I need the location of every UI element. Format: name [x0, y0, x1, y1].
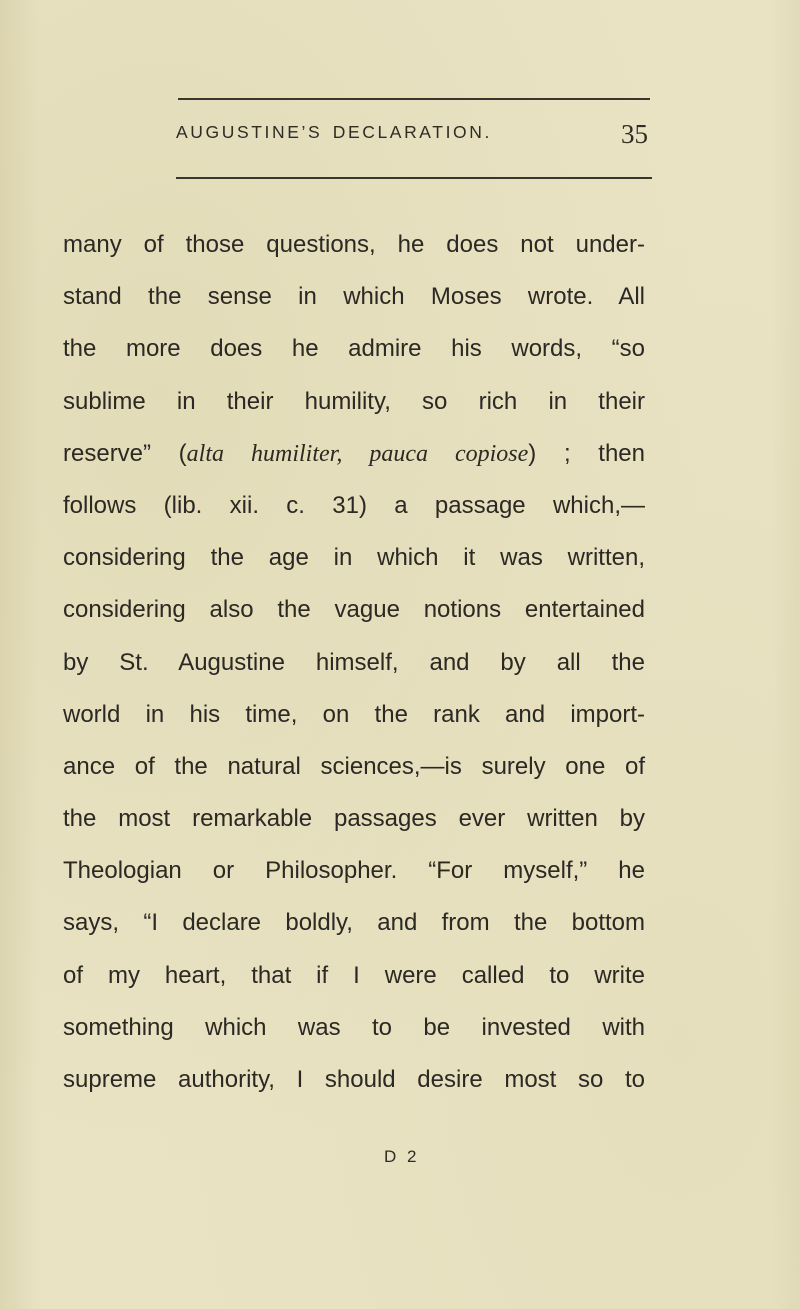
text-line-13: Theologian or Philosopher. “For myself,” he — [63, 857, 645, 885]
text-line-17: supreme authority, I should desire most so to — [63, 1066, 645, 1093]
text-line-2: stand the sense in which Moses wrote. All — [63, 283, 645, 311]
text-line-11: ance of the natural sciences,—is surely one of — [63, 752, 645, 780]
text-line-7: considering the age in which it was written, — [63, 544, 645, 572]
text-line-5 — [63, 428, 645, 480]
running-head — [176, 117, 652, 153]
body-text — [63, 219, 645, 1106]
text-line-3: the more does he admire his words, “so — [63, 335, 645, 363]
running-title: AUGUSTINE’S DECLARATION. — [176, 122, 492, 142]
text-line-15: of my heart, that if I were called to write — [63, 961, 645, 989]
signature-mark: D 2 — [384, 1147, 420, 1166]
text-line-8: considering also the vague notions entertained — [63, 596, 645, 624]
text-line-4: sublime in their humility, so rich in their — [63, 387, 645, 415]
header-top-rule — [178, 98, 650, 100]
text-line-1: many of those questions, he does not under- — [63, 231, 645, 258]
text-line-6: follows (lib. xii. c. 31) a passage which,— — [63, 491, 645, 519]
text-line-9: by St. Augustine himself, and by all the — [63, 648, 645, 676]
page-number: 35 — [621, 119, 648, 149]
text-line-10: world in his time, on the rank and import- — [63, 700, 645, 728]
text-line-5-before: reserve” ( — [63, 439, 187, 467]
latin-quote-italic: alta humiliter, pauca copiose — [186, 440, 529, 467]
text-line-16: something which was to be invested with — [63, 1013, 645, 1041]
text-line-5-after: ) ; then — [528, 439, 645, 467]
header-bottom-rule — [176, 177, 652, 179]
text-line-12: the most remarkable passages ever written by — [63, 805, 645, 833]
text-line-14: says, “I declare boldly, and from the bottom — [63, 909, 645, 937]
